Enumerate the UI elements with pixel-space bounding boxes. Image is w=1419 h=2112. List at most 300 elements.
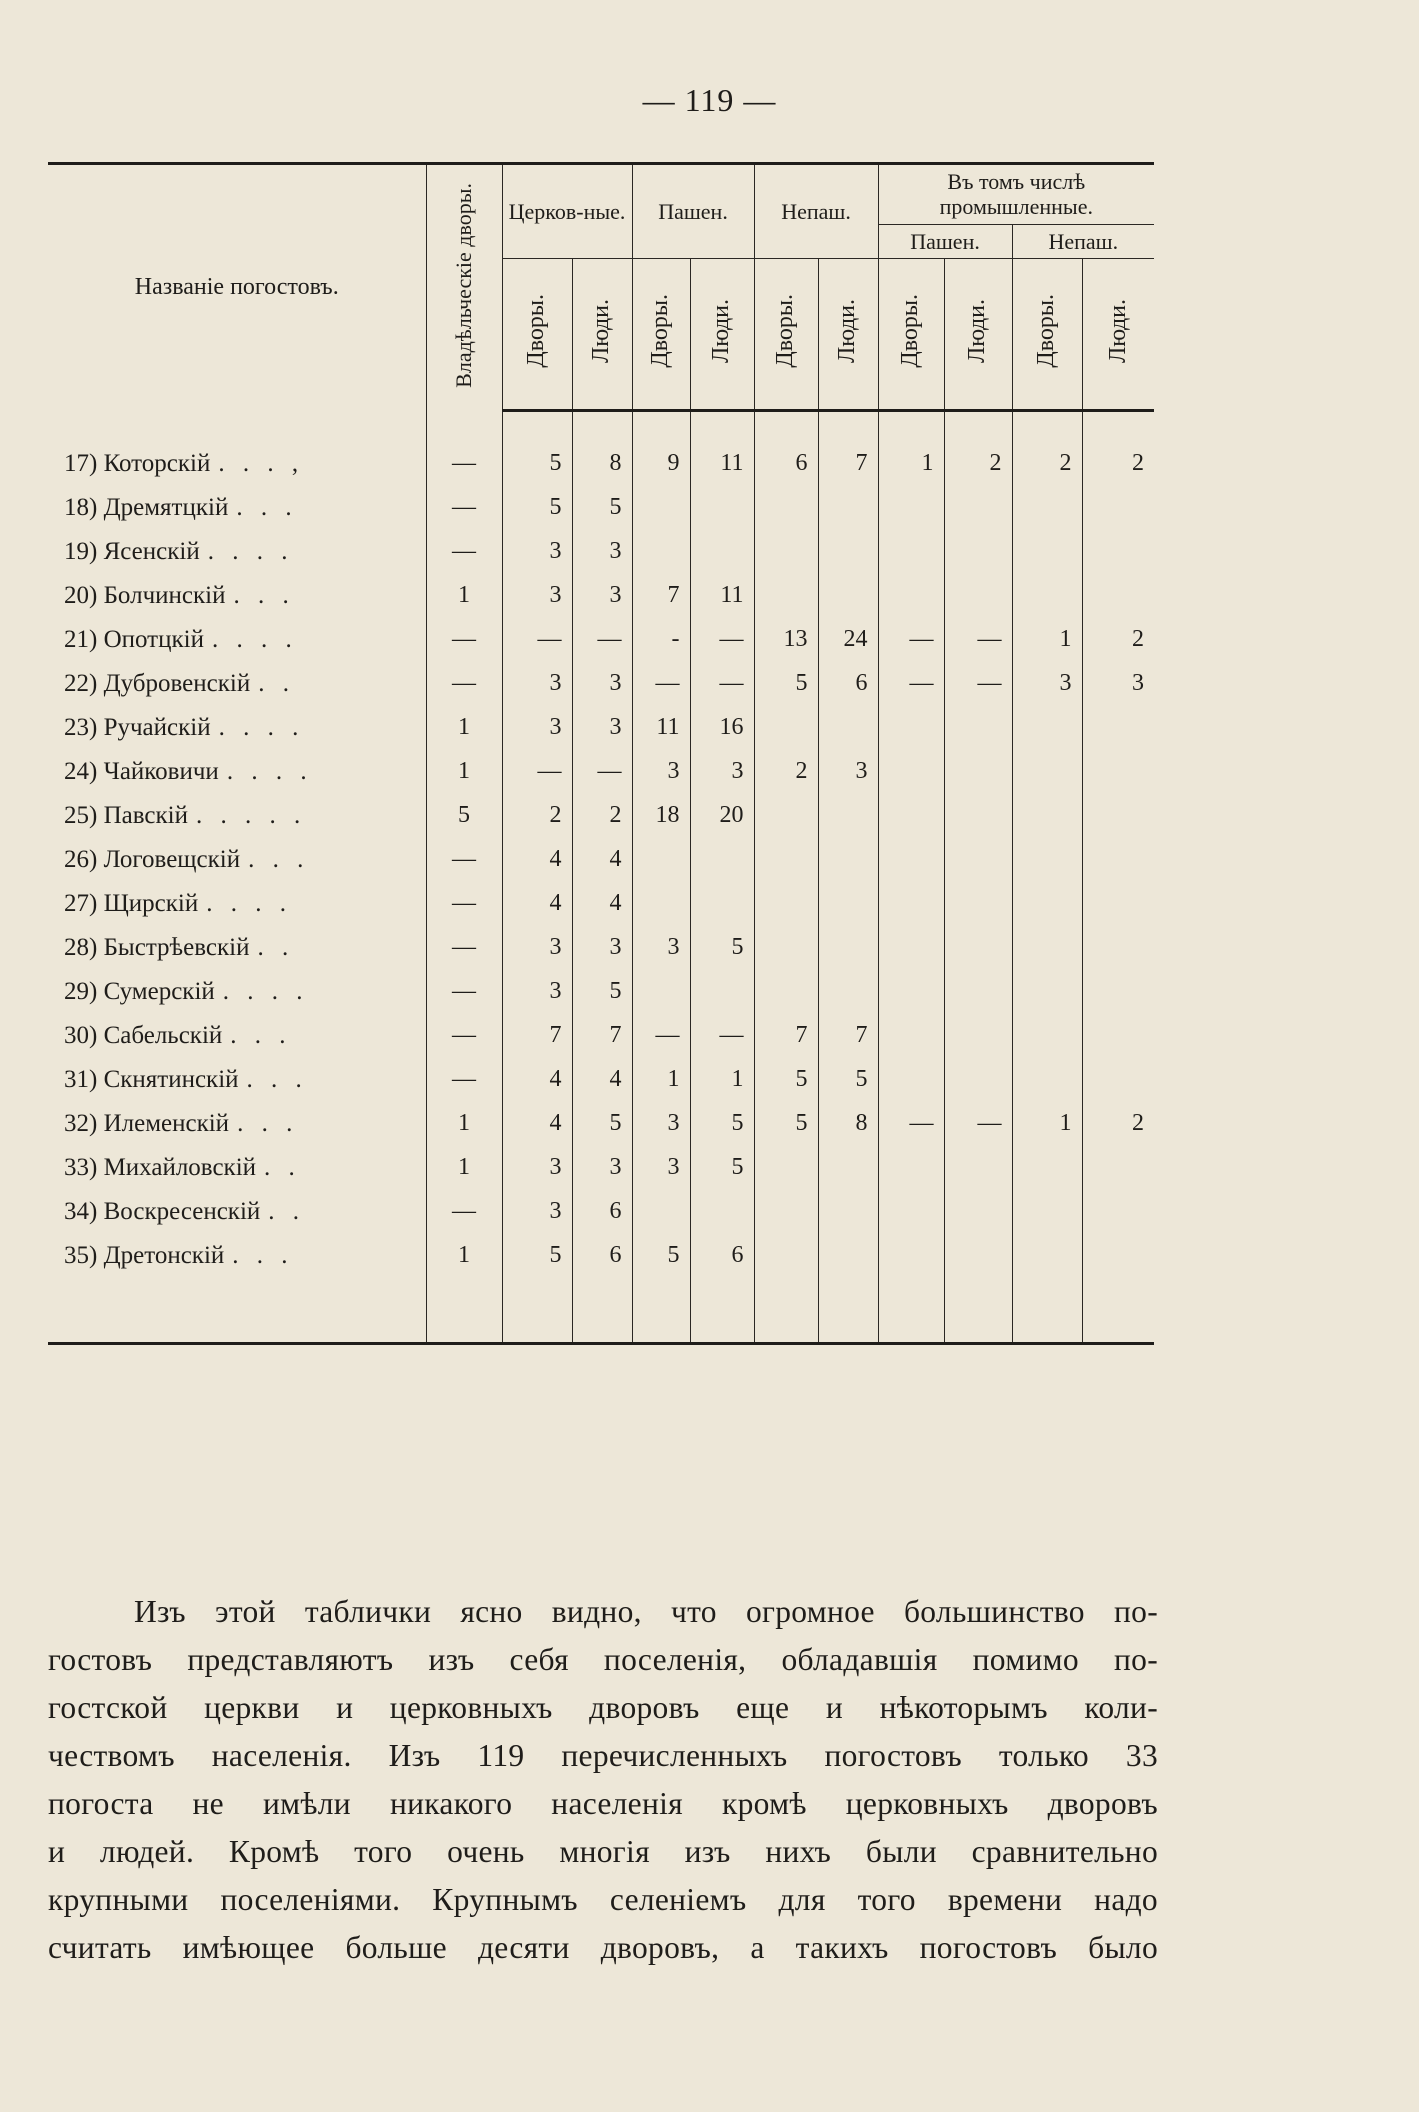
leader-dots: . . .: [246, 1065, 308, 1093]
value-cell: 3: [502, 574, 572, 618]
value-cell: [818, 882, 878, 926]
value-cell: [1012, 1146, 1082, 1190]
table-row: [48, 1102, 1154, 1146]
value-cell: 8: [818, 1102, 878, 1146]
value-cell: 5: [502, 1234, 572, 1278]
paragraph-line: Изъ этой таблички ясно видно, что огромное большинство по-: [134, 1594, 1158, 1629]
value-cell: 20: [690, 794, 754, 838]
value-cell: [878, 574, 944, 618]
value-cell: 24: [818, 618, 878, 662]
paragraph-line: погоста не имѣли никакого населенія кромѣ церковныхъ дворовъ: [48, 1786, 1158, 1821]
table-row: [48, 662, 1154, 706]
value-cell: —: [426, 970, 502, 1014]
leader-dots: . . . .: [207, 537, 294, 565]
value-cell: [944, 1058, 1012, 1102]
value-cell: [1012, 926, 1082, 970]
leader-dots: . . . . .: [195, 801, 307, 829]
value-cell: 5: [632, 1234, 690, 1278]
value-cell: [754, 838, 818, 882]
pogost-table-container: [48, 162, 1154, 1345]
value-cell: [754, 486, 818, 530]
value-cell: 3: [690, 750, 754, 794]
value-cell: 11: [632, 706, 690, 750]
value-cell: 3: [572, 574, 632, 618]
paragraph-line: и людей. Кромѣ того очень многія изъ нихъ были сравнительно: [48, 1834, 1158, 1869]
value-cell: 3: [1082, 662, 1154, 706]
pogost-name: 24) Чайковичи: [64, 757, 219, 785]
pogost-name: 26) Логовещскій: [64, 845, 241, 873]
value-cell: [878, 486, 944, 530]
value-cell: —: [690, 662, 754, 706]
value-cell: [1082, 530, 1154, 574]
page-number: — 119 —: [642, 82, 777, 118]
body-paragraph: [48, 1588, 1158, 1972]
header-church-people: Люди.: [572, 258, 632, 410]
value-cell: [878, 530, 944, 574]
value-cell: 1: [1012, 618, 1082, 662]
pogost-name-cell: [48, 750, 426, 794]
value-cell: [818, 838, 878, 882]
paragraph-line: крупными поселеніями. Крупнымъ селеніемъ для того времени надо: [48, 1882, 1158, 1917]
value-cell: —: [944, 1102, 1012, 1146]
value-cell: 11: [690, 574, 754, 618]
value-cell: 1: [426, 706, 502, 750]
pogost-name: 21) Опотцкій: [64, 625, 204, 653]
value-cell: [1012, 794, 1082, 838]
value-cell: 3: [572, 662, 632, 706]
pogost-name-cell: [48, 486, 426, 530]
value-cell: 1: [690, 1058, 754, 1102]
value-cell: [754, 794, 818, 838]
leader-dots: . . .: [230, 1021, 292, 1049]
leader-dots: . . . .: [211, 625, 298, 653]
table-row: [48, 882, 1154, 926]
header-arable: Пашен.: [632, 164, 754, 259]
value-cell: [944, 574, 1012, 618]
table-row: [48, 750, 1154, 794]
paragraph-line: чествомъ населенія. Изъ 119 перечисленныхъ погостовъ только 33: [48, 1738, 1158, 1773]
value-cell: 2: [1082, 442, 1154, 486]
value-cell: —: [426, 1190, 502, 1234]
header-church-households: Дворы.: [502, 258, 572, 410]
value-cell: [818, 926, 878, 970]
header-commercial-non-arable: Непаш.: [1012, 224, 1154, 258]
value-cell: [754, 926, 818, 970]
value-cell: 1: [878, 442, 944, 486]
value-cell: 4: [502, 838, 572, 882]
value-cell: [878, 838, 944, 882]
value-cell: 3: [502, 662, 572, 706]
leader-dots: . . . .: [218, 713, 305, 741]
value-cell: 3: [632, 926, 690, 970]
value-cell: [878, 970, 944, 1014]
header-name: Названіе погостовъ.: [48, 164, 426, 411]
value-cell: 2: [754, 750, 818, 794]
value-cell: 6: [754, 442, 818, 486]
pogost-name: 35) Дретонскій: [64, 1241, 225, 1269]
paragraph-line: гостовъ представляютъ изъ себя поселенія, обладавшія помимо по-: [48, 1642, 1158, 1677]
header-church: Церков-ные.: [502, 164, 632, 259]
pogost-name: 32) Илеменскій: [64, 1109, 230, 1137]
value-cell: 3: [502, 1146, 572, 1190]
value-cell: [878, 750, 944, 794]
value-cell: [754, 574, 818, 618]
pogost-name-cell: [48, 706, 426, 750]
value-cell: 2: [502, 794, 572, 838]
value-cell: 5: [572, 1102, 632, 1146]
value-cell: 4: [572, 1058, 632, 1102]
value-cell: 5: [754, 1102, 818, 1146]
value-cell: [818, 486, 878, 530]
table-row: [48, 926, 1154, 970]
pogost-table: [48, 162, 1154, 1345]
value-cell: 3: [818, 750, 878, 794]
value-cell: 7: [502, 1014, 572, 1058]
leader-dots: . . .: [237, 1109, 299, 1137]
value-cell: 6: [572, 1190, 632, 1234]
value-cell: —: [426, 618, 502, 662]
value-cell: [1012, 750, 1082, 794]
pogost-name-cell: [48, 838, 426, 882]
table-row: [48, 618, 1154, 662]
value-cell: —: [426, 926, 502, 970]
value-cell: [754, 706, 818, 750]
leader-dots: . .: [264, 1153, 301, 1181]
value-cell: [944, 1234, 1012, 1278]
leader-dots: . . . .: [226, 757, 313, 785]
value-cell: [1082, 882, 1154, 926]
value-cell: 18: [632, 794, 690, 838]
value-cell: —: [426, 1014, 502, 1058]
value-cell: [1012, 1234, 1082, 1278]
value-cell: [1012, 1058, 1082, 1102]
value-cell: 4: [502, 1102, 572, 1146]
value-cell: —: [878, 662, 944, 706]
pogost-name: 31) Скнятинскій: [64, 1065, 239, 1093]
pogost-name: 17) Которскій: [64, 449, 211, 477]
value-cell: [1082, 794, 1154, 838]
table-body: [48, 410, 1154, 1343]
header-non-arable-households: Дворы.: [754, 258, 818, 410]
table-row: [48, 794, 1154, 838]
header-arable-households: Дворы.: [632, 258, 690, 410]
value-cell: [1082, 838, 1154, 882]
value-cell: 3: [572, 530, 632, 574]
value-cell: 11: [690, 442, 754, 486]
header-commercial-arable-people: Люди.: [944, 258, 1012, 410]
value-cell: [1012, 1014, 1082, 1058]
pogost-name-cell: [48, 1234, 426, 1278]
header-non-arable-people: Люди.: [818, 258, 878, 410]
value-cell: 6: [818, 662, 878, 706]
value-cell: [878, 794, 944, 838]
value-cell: —: [426, 1058, 502, 1102]
paragraph-line: считать имѣющее больше десяти дворовъ, а такихъ погостовъ было: [48, 1930, 1158, 1965]
value-cell: 5: [690, 1102, 754, 1146]
value-cell: 4: [502, 882, 572, 926]
pogost-name-cell: [48, 1014, 426, 1058]
value-cell: —: [632, 662, 690, 706]
value-cell: —: [878, 1102, 944, 1146]
leader-dots: . .: [268, 1197, 306, 1225]
value-cell: 3: [572, 706, 632, 750]
value-cell: [944, 838, 1012, 882]
value-cell: [878, 882, 944, 926]
pogost-name: 28) Быстрѣевскій: [64, 933, 250, 961]
value-cell: [1012, 530, 1082, 574]
value-cell: —: [878, 618, 944, 662]
pogost-name-cell: [48, 882, 426, 926]
pogost-name-cell: [48, 1058, 426, 1102]
pogost-name: 19) Ясенскій: [64, 537, 200, 565]
value-cell: 7: [632, 574, 690, 618]
value-cell: 1: [426, 574, 502, 618]
value-cell: [690, 838, 754, 882]
value-cell: [818, 970, 878, 1014]
value-cell: [690, 530, 754, 574]
leader-dots: . . .: [232, 1241, 294, 1269]
pogost-name-cell: [48, 1102, 426, 1146]
value-cell: —: [944, 618, 1012, 662]
value-cell: [690, 882, 754, 926]
value-cell: [944, 882, 1012, 926]
value-cell: [878, 1146, 944, 1190]
value-cell: 7: [818, 442, 878, 486]
value-cell: [632, 1190, 690, 1234]
value-cell: [632, 970, 690, 1014]
value-cell: [1012, 574, 1082, 618]
value-cell: 7: [754, 1014, 818, 1058]
value-cell: [754, 1190, 818, 1234]
value-cell: 5: [426, 794, 502, 838]
value-cell: 2: [1082, 618, 1154, 662]
value-cell: [690, 486, 754, 530]
table-row: [48, 1234, 1154, 1278]
value-cell: —: [426, 882, 502, 926]
value-cell: [690, 970, 754, 1014]
pogost-name-cell: [48, 442, 426, 486]
value-cell: [754, 530, 818, 574]
pogost-name: 30) Сабельскій: [64, 1021, 223, 1049]
value-cell: [878, 706, 944, 750]
table-row: [48, 706, 1154, 750]
value-cell: —: [426, 486, 502, 530]
value-cell: 5: [754, 662, 818, 706]
pogost-name-cell: [48, 926, 426, 970]
value-cell: —: [690, 618, 754, 662]
value-cell: [878, 1014, 944, 1058]
value-cell: 5: [572, 970, 632, 1014]
pogost-name: 29) Сумерскій: [64, 977, 215, 1005]
value-cell: [690, 1190, 754, 1234]
pogost-name: 23) Ручайскій: [64, 713, 211, 741]
value-cell: 2: [1082, 1102, 1154, 1146]
leader-dots: . . .: [248, 845, 310, 873]
value-cell: 1: [426, 1234, 502, 1278]
value-cell: 5: [690, 926, 754, 970]
value-cell: [754, 882, 818, 926]
table-row: [48, 1014, 1154, 1058]
value-cell: 1: [632, 1058, 690, 1102]
pogost-name-cell: [48, 618, 426, 662]
leader-dots: . . .: [233, 581, 295, 609]
table-tail-row: [48, 1278, 1154, 1344]
value-cell: [818, 1146, 878, 1190]
header-commercial-arable: Пашен.: [878, 224, 1012, 258]
value-cell: [878, 1058, 944, 1102]
value-cell: [632, 838, 690, 882]
value-cell: [944, 1146, 1012, 1190]
value-cell: 3: [572, 926, 632, 970]
value-cell: 3: [502, 926, 572, 970]
value-cell: 3: [502, 706, 572, 750]
value-cell: 3: [632, 1146, 690, 1190]
value-cell: 6: [690, 1234, 754, 1278]
value-cell: 3: [632, 1102, 690, 1146]
value-cell: [818, 530, 878, 574]
leader-dots: . . . .: [222, 977, 309, 1005]
value-cell: [754, 970, 818, 1014]
table-row: [48, 1058, 1154, 1102]
value-cell: [944, 1190, 1012, 1234]
value-cell: [754, 1234, 818, 1278]
value-cell: —: [944, 662, 1012, 706]
value-cell: [1012, 706, 1082, 750]
value-cell: 16: [690, 706, 754, 750]
value-cell: [944, 706, 1012, 750]
value-cell: 3: [1012, 662, 1082, 706]
value-cell: —: [632, 1014, 690, 1058]
header-commercial-arable-households: Дворы.: [878, 258, 944, 410]
header-arable-people: Люди.: [690, 258, 754, 410]
value-cell: [818, 1234, 878, 1278]
value-cell: [1012, 838, 1082, 882]
value-cell: [818, 574, 878, 618]
table-row: [48, 530, 1154, 574]
value-cell: [1082, 706, 1154, 750]
value-cell: 7: [572, 1014, 632, 1058]
value-cell: [1012, 486, 1082, 530]
header-incl-commercial: Въ томъ числѣ промышленные.: [878, 164, 1154, 225]
value-cell: —: [572, 618, 632, 662]
value-cell: [1082, 1058, 1154, 1102]
value-cell: 5: [818, 1058, 878, 1102]
value-cell: 2: [1012, 442, 1082, 486]
value-cell: [1082, 1234, 1154, 1278]
leader-dots: . . .: [236, 493, 298, 521]
value-cell: 4: [572, 882, 632, 926]
pogost-name: 34) Воскресенскій: [64, 1197, 261, 1225]
leader-dots: . .: [258, 669, 295, 697]
value-cell: 1: [426, 1146, 502, 1190]
value-cell: —: [502, 750, 572, 794]
value-cell: [1082, 750, 1154, 794]
pogost-name: 20) Болчинскій: [64, 581, 226, 609]
value-cell: 6: [572, 1234, 632, 1278]
value-cell: [944, 926, 1012, 970]
value-cell: -: [632, 618, 690, 662]
value-cell: 3: [572, 1146, 632, 1190]
value-cell: 3: [502, 530, 572, 574]
table-row: [48, 574, 1154, 618]
pogost-name-cell: [48, 794, 426, 838]
value-cell: [878, 1190, 944, 1234]
value-cell: 5: [572, 486, 632, 530]
pogost-name-cell: [48, 662, 426, 706]
table-row: [48, 838, 1154, 882]
pogost-name: 33) Михайловскій: [64, 1153, 257, 1181]
value-cell: 5: [502, 486, 572, 530]
value-cell: [1082, 970, 1154, 1014]
leader-dots: . . . ,: [218, 449, 305, 477]
value-cell: 7: [818, 1014, 878, 1058]
pogost-name-cell: [48, 530, 426, 574]
table-row: [48, 1146, 1154, 1190]
table-spacer-row: [48, 410, 1154, 442]
value-cell: [944, 794, 1012, 838]
header-owner-households-text: Владѣльческіе дворы.: [451, 182, 477, 388]
pogost-name-cell: [48, 1190, 426, 1234]
value-cell: [754, 1146, 818, 1190]
value-cell: [1012, 970, 1082, 1014]
value-cell: [818, 706, 878, 750]
value-cell: [944, 530, 1012, 574]
value-cell: —: [690, 1014, 754, 1058]
value-cell: [878, 1234, 944, 1278]
leader-dots: . .: [257, 933, 295, 961]
table-row: [48, 1190, 1154, 1234]
value-cell: 3: [502, 1190, 572, 1234]
value-cell: —: [426, 662, 502, 706]
value-cell: [1082, 1146, 1154, 1190]
value-cell: 4: [572, 838, 632, 882]
value-cell: —: [426, 530, 502, 574]
table-row: [48, 442, 1154, 486]
leader-dots: . . . .: [206, 889, 292, 917]
value-cell: —: [426, 442, 502, 486]
value-cell: 5: [754, 1058, 818, 1102]
header-non-arable: Непаш.: [754, 164, 878, 259]
value-cell: [944, 486, 1012, 530]
value-cell: [1082, 574, 1154, 618]
value-cell: [1012, 882, 1082, 926]
value-cell: 1: [426, 750, 502, 794]
value-cell: [632, 530, 690, 574]
paragraph-line: гостской церкви и церковныхъ дворовъ еще и нѣкоторымъ коли-: [48, 1690, 1158, 1725]
value-cell: [1082, 486, 1154, 530]
value-cell: [1082, 926, 1154, 970]
table-row: [48, 970, 1154, 1014]
pogost-name-cell: [48, 574, 426, 618]
table-row: [48, 486, 1154, 530]
value-cell: 2: [572, 794, 632, 838]
header-owner-households: [426, 164, 502, 411]
value-cell: [818, 794, 878, 838]
value-cell: [944, 970, 1012, 1014]
value-cell: [632, 486, 690, 530]
pogost-name: 27) Щирскій: [64, 889, 199, 917]
value-cell: —: [572, 750, 632, 794]
value-cell: 5: [502, 442, 572, 486]
value-cell: 13: [754, 618, 818, 662]
pogost-name-cell: [48, 970, 426, 1014]
header-commercial-non-arable-households: Дворы.: [1012, 258, 1082, 410]
pogost-name: 22) Дубровенскій: [64, 669, 251, 697]
value-cell: [818, 1190, 878, 1234]
value-cell: 9: [632, 442, 690, 486]
value-cell: [944, 1014, 1012, 1058]
value-cell: 3: [632, 750, 690, 794]
